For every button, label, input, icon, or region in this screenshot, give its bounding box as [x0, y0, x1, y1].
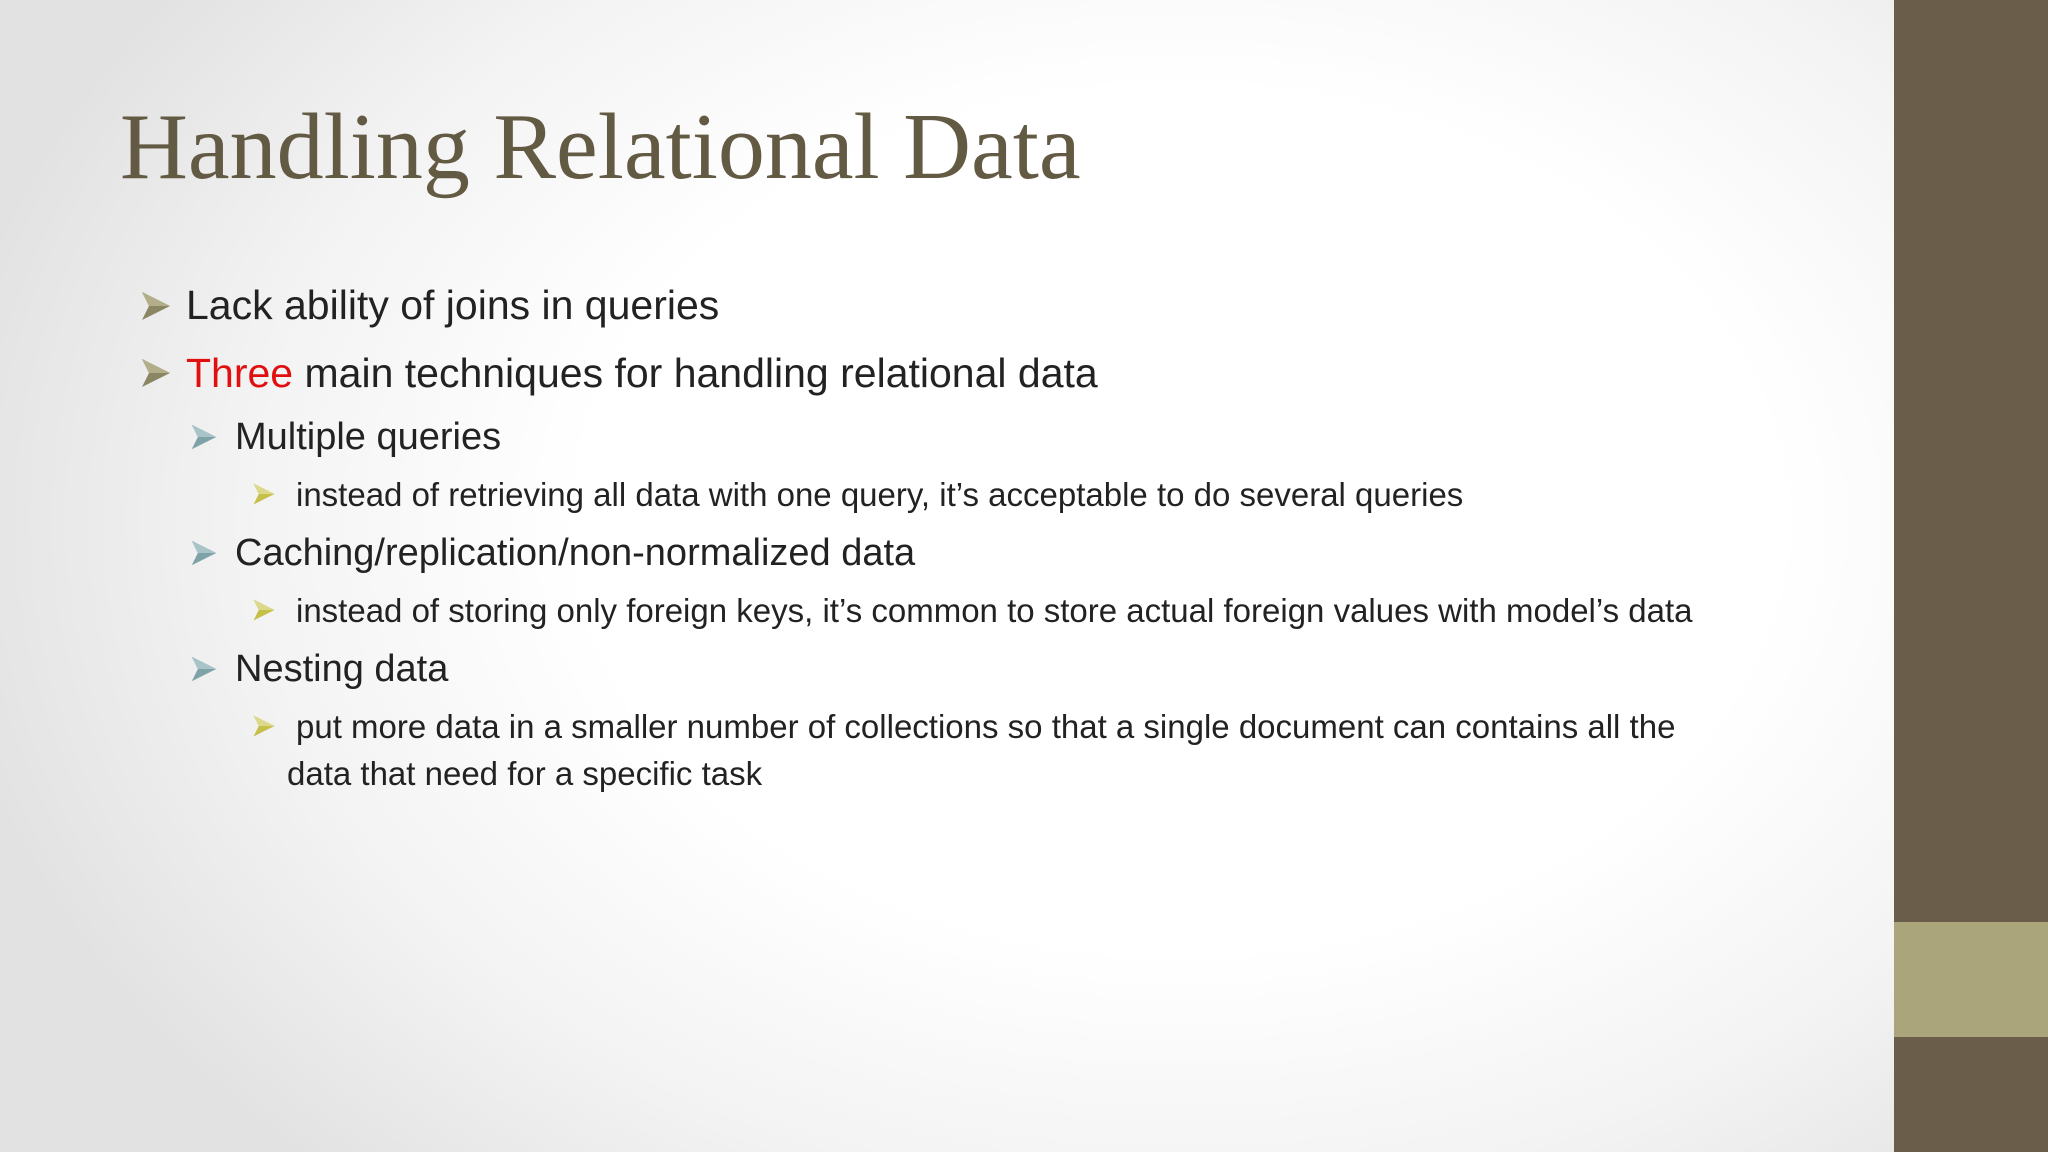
arrowhead-bullet-icon [190, 539, 218, 567]
bullet-text: Nesting data [235, 648, 449, 690]
bullet-text: Lack ability of joins in queries [186, 282, 720, 328]
arrowhead-bullet-icon [140, 357, 172, 389]
bullet-item [235, 646, 448, 692]
bullet-text: put more data in a smaller number of collections so that a single document can contains all the [296, 708, 1676, 745]
arrowhead-bullet-icon [140, 290, 172, 322]
bullet-text: instead of retrieving all data with one query, it’s acceptable to do several queries [296, 476, 1464, 513]
bullet-item [296, 704, 1675, 750]
bullet-text: data that need for a specific task [287, 755, 763, 792]
arrowhead-bullet-icon [252, 482, 276, 506]
bullet-text: instead of storing only foreign keys, it’s common to store actual foreign values with model’s data [296, 592, 1693, 629]
bullet-item [296, 588, 1693, 634]
bullet-item [296, 472, 1463, 518]
sidebar-accent-block [1894, 922, 2048, 1037]
slide-title: Handling Relational Data [120, 95, 1081, 199]
bullet-text: main techniques for handling relational data [293, 350, 1098, 396]
bullet-item [235, 530, 915, 576]
bullet-item-continuation [287, 751, 762, 797]
bullet-item [186, 348, 1098, 398]
arrowhead-bullet-icon [252, 714, 276, 738]
arrowhead-bullet-icon [252, 598, 276, 622]
bullet-item [186, 280, 719, 330]
arrowhead-bullet-icon [190, 655, 218, 683]
arrowhead-bullet-icon [190, 423, 218, 451]
bullet-item [235, 414, 501, 460]
bullet-text: Caching/replication/non-normalized data [235, 532, 916, 574]
bullet-text: Multiple queries [235, 416, 502, 458]
highlight-word: Three [186, 350, 294, 396]
